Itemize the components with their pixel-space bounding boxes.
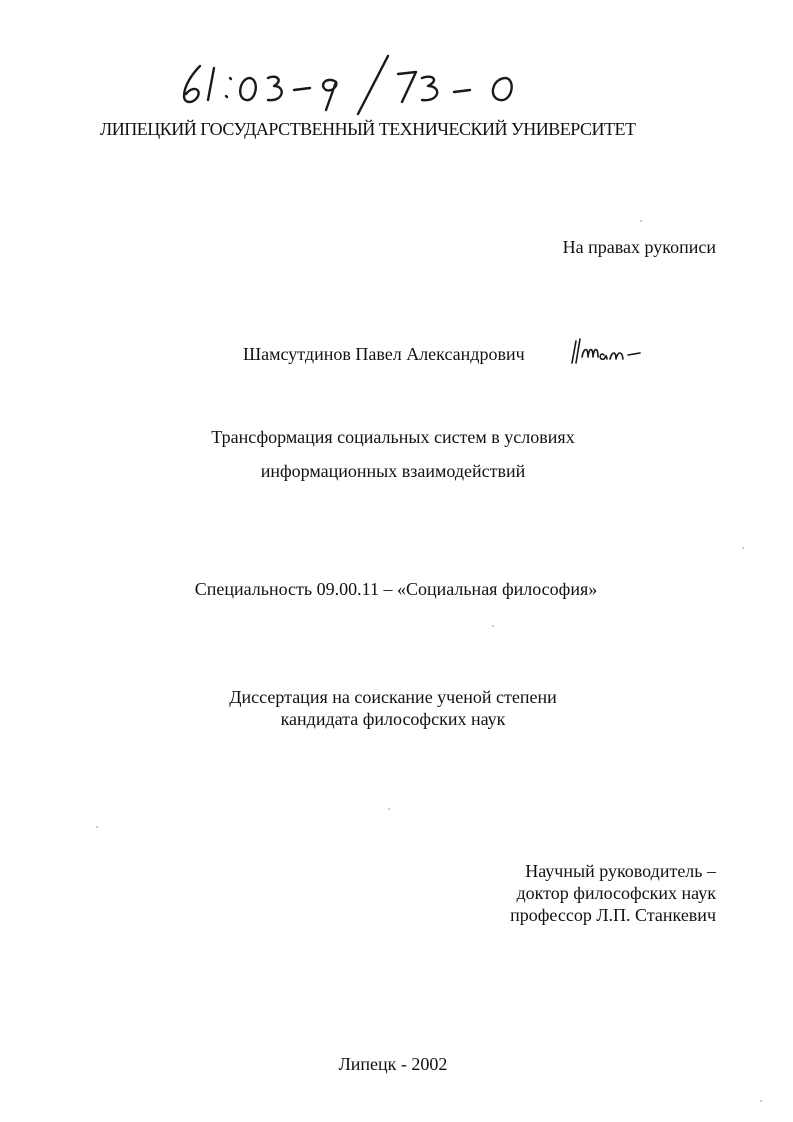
rights-note: На правах рукописи [562, 237, 716, 257]
scan-speck [640, 220, 642, 222]
degree-line-1: Диссертация на соискание ученой степени [229, 687, 557, 707]
dissertation-title-line-2: информационных взаимодействий [260, 461, 526, 481]
specialty: Специальность 09.00.11 – «Социальная философия» [194, 579, 598, 599]
author-name: Шамсутдинов Павел Александрович [243, 344, 525, 364]
scan-speck [388, 808, 390, 810]
scan-speck [760, 1100, 762, 1102]
university-name: ЛИПЕЦКИЙ ГОСУДАРСТВЕННЫЙ ТЕХНИЧЕСКИЙ УНИВЕРСИТЕТ [100, 119, 636, 139]
advisor-line-2: доктор философских наук [516, 883, 716, 903]
city-year: Липецк - 2002 [338, 1054, 448, 1074]
dissertation-title-line-1: Трансформация социальных систем в условиях [211, 427, 575, 447]
degree-line-2: кандидата философских наук [280, 709, 506, 729]
scan-speck [96, 826, 98, 828]
handwritten-code-icon [170, 48, 550, 118]
advisor-line-1: Научный руководитель – [525, 861, 716, 881]
signature-icon [568, 333, 646, 373]
scan-speck [492, 625, 494, 627]
advisor-line-3: профессор Л.П. Станкевич [510, 905, 716, 925]
scan-speck [742, 547, 744, 549]
